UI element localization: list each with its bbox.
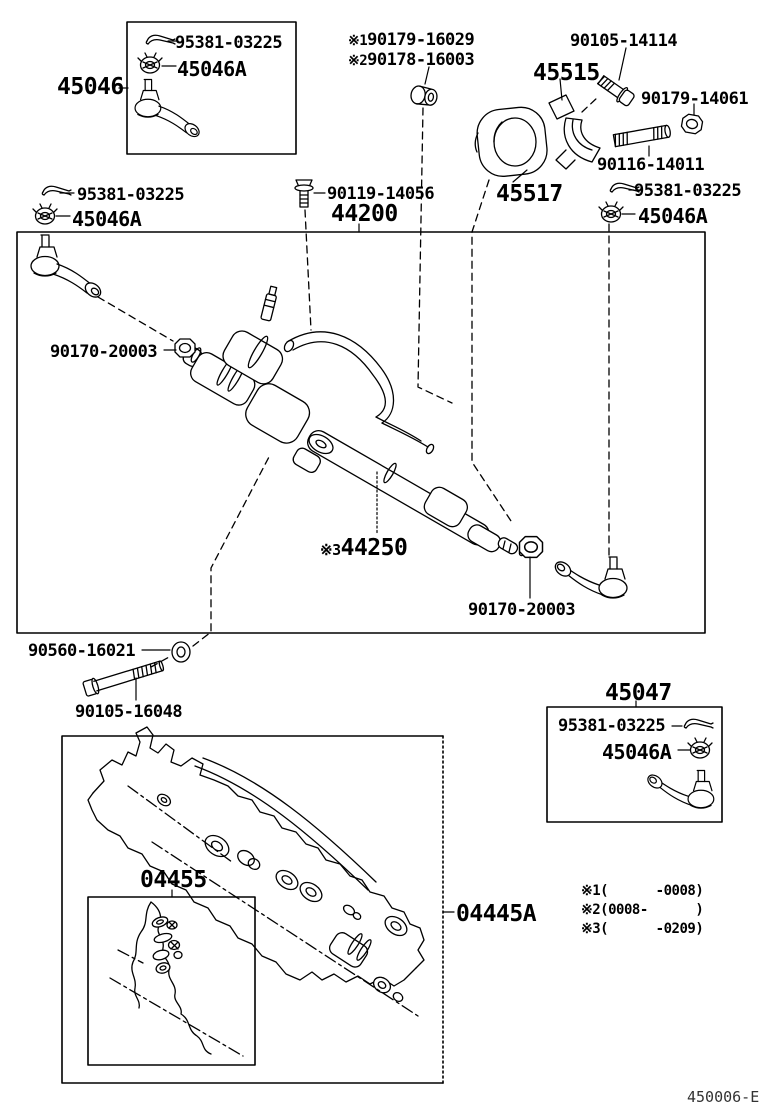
part-label-mount-washer: 90560-16021 <box>28 641 136 661</box>
part-label-tie-rod-rh: 45047 <box>605 680 672 706</box>
note-marker: ※3 <box>320 541 341 559</box>
castle-nut-icon <box>688 738 712 758</box>
part-number: 44250 <box>340 535 408 561</box>
note-range: ( -0008) <box>600 883 704 899</box>
applicability-note-2 <box>581 902 703 919</box>
part-label-stud: 90116-14011 <box>597 155 705 175</box>
figure-code: 450006-E <box>687 1088 760 1106</box>
applicability-note-1 <box>581 883 703 900</box>
part-label-cotter-pin-right: 95381-03225 <box>634 181 742 201</box>
part-label-link-assembly: 44200 <box>331 201 398 227</box>
applicability-note-3 <box>581 921 703 938</box>
part-label-tie-rod-nut-left: 90170-20003 <box>50 342 158 362</box>
main-assembly-box <box>17 232 705 633</box>
cotter-pin-icon <box>42 186 71 195</box>
part-label-tie-rod-nut-right: 90170-20003 <box>468 600 576 620</box>
part-label-mount-bolt: 90105-16048 <box>75 702 183 722</box>
clamp-bolt-drawing <box>596 73 636 108</box>
castle-nut-icon <box>599 202 623 222</box>
stud-nut-drawing <box>681 113 704 134</box>
flare-nut-drawing <box>410 85 439 107</box>
note-marker: ※2 <box>581 902 601 918</box>
part-label-clamp: 45515 <box>533 60 600 86</box>
gasket-kit-box <box>62 736 443 1083</box>
stud-drawing <box>613 125 671 147</box>
part-number: 90178-16003 <box>367 50 475 70</box>
tie-rod-end-drawing <box>135 79 202 139</box>
clamp-drawing <box>549 95 600 169</box>
castle-nut-icon <box>138 53 162 73</box>
cotter-pin-icon <box>684 719 713 728</box>
part-label-gasket-kit-small: 04455 <box>140 867 207 893</box>
part-label-castle-nut-right: 45046A <box>638 204 708 228</box>
note-marker: ※2 <box>348 53 368 69</box>
note-marker: ※3 <box>581 921 601 937</box>
pinion-bolt-drawing <box>295 180 313 207</box>
crossmember-gasket-kit-drawing <box>88 727 424 1016</box>
part-label-pinion-bolt: 90119-14056 <box>327 184 435 204</box>
part-label-castle-nut-left: 45046A <box>72 207 142 231</box>
mount-bolt-drawing <box>82 658 165 697</box>
note-marker: ※1 <box>581 883 601 899</box>
part-label-gear-assembly <box>320 535 407 563</box>
part-label-gasket-kit-large: 04445A <box>456 901 537 927</box>
note-range: ( -0209) <box>600 921 704 937</box>
part-label-cotter-pin-kit: 95381-03225 <box>558 716 666 736</box>
tie-rod-end-drawing <box>645 770 713 808</box>
tie-rod-nut-drawing <box>520 537 543 558</box>
cotter-pin-icon <box>146 35 175 44</box>
part-number: 90179-16029 <box>367 30 475 50</box>
part-label-castle-nut: 45046A <box>177 57 247 81</box>
note-marker: ※1 <box>348 33 368 49</box>
part-label-rack-nut-1 <box>348 30 474 50</box>
part-label-cotter-pin: 95381-03225 <box>175 33 283 53</box>
valve-seal-kit-drawing <box>110 902 243 1056</box>
tie-rod-nut-drawing <box>175 339 195 357</box>
part-label-castle-nut-kit: 45046A <box>602 740 672 764</box>
castle-nut-icon <box>33 204 57 224</box>
part-label-rack-nut-2 <box>348 50 474 70</box>
mount-washer-drawing <box>172 642 190 662</box>
part-label-clamp-bolt: 90105-14114 <box>570 31 678 51</box>
grommet-drawing <box>475 105 550 179</box>
part-label-stud-nut: 90179-14061 <box>641 89 749 109</box>
part-label-grommet: 45517 <box>496 181 563 207</box>
note-range: (0008- ) <box>600 902 704 918</box>
part-label-tie-rod-lh: 45046 <box>57 74 124 100</box>
part-label-cotter-pin-left: 95381-03225 <box>77 185 185 205</box>
